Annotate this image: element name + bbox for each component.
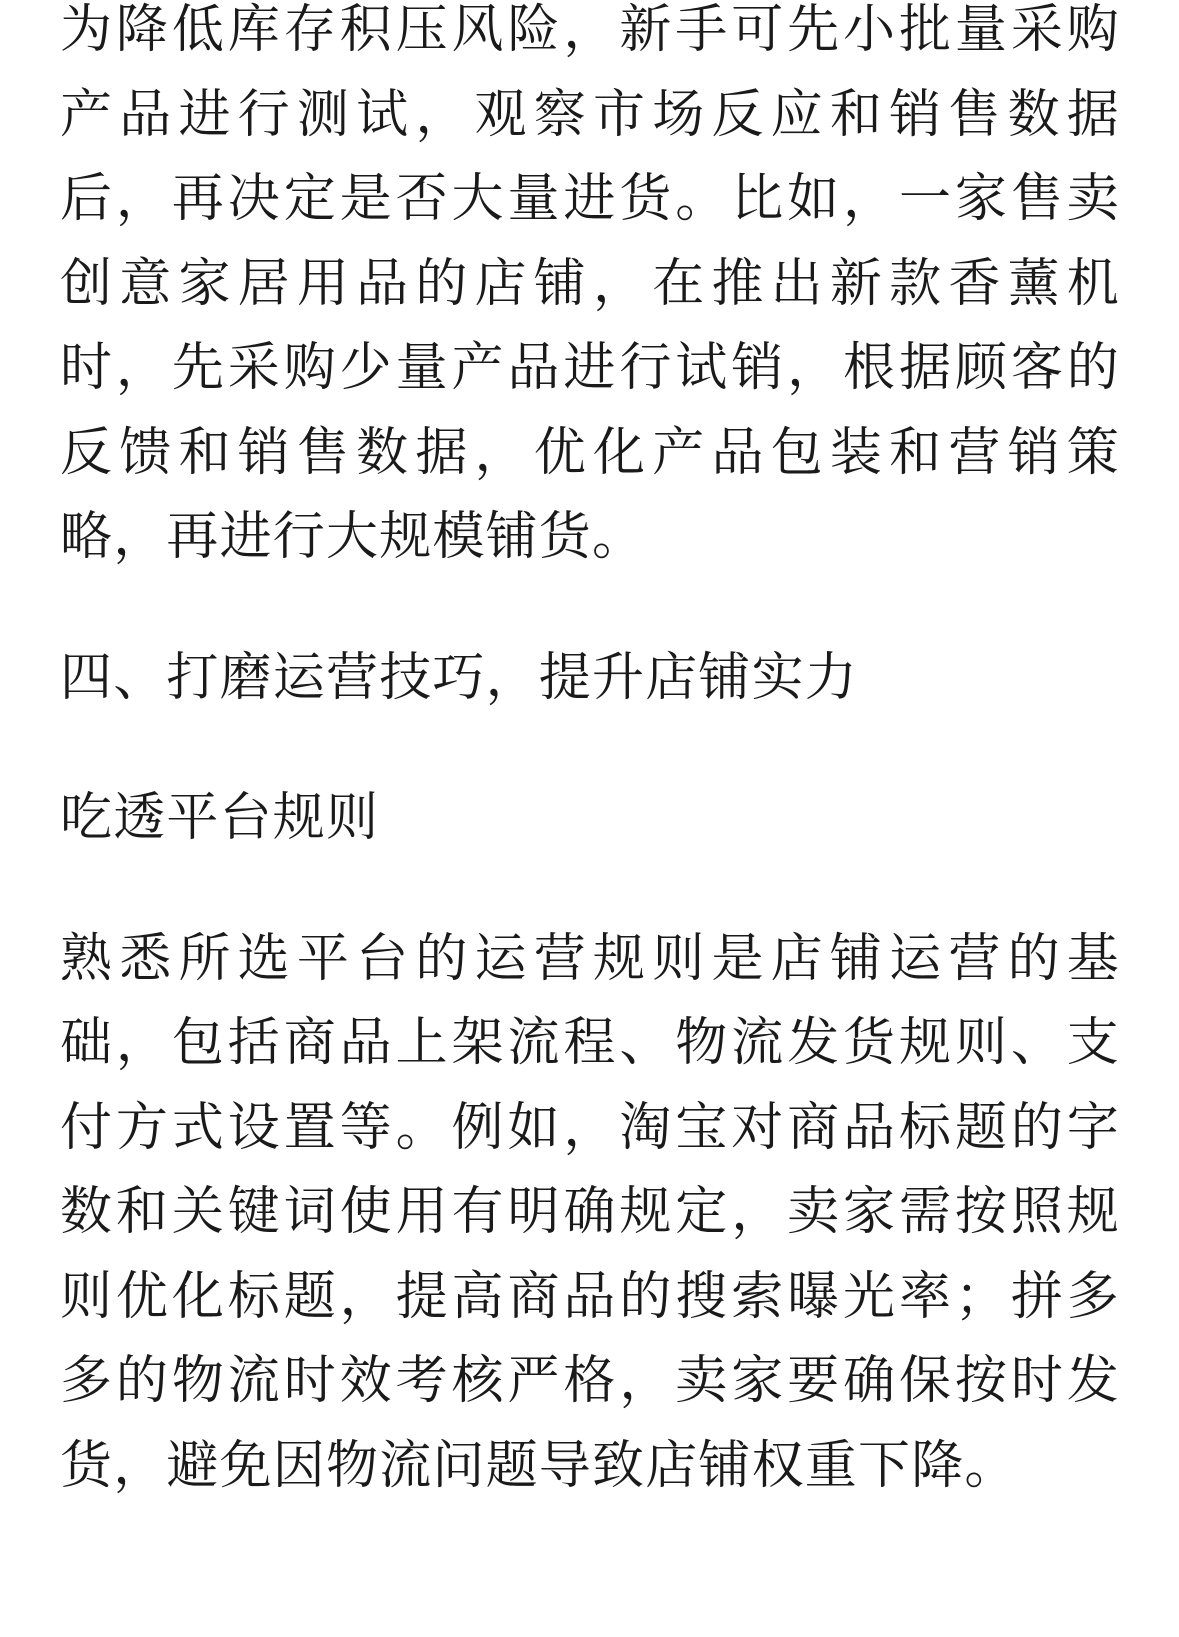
article-body <box>60 0 1120 1508</box>
paragraph-gap <box>60 861 1120 917</box>
paragraph-gap <box>60 580 1120 636</box>
paragraph-gap <box>60 720 1120 776</box>
sub-heading: 吃透平台规则 <box>60 788 380 848</box>
paragraph-inventory-testing: 为降低库存积压风险，新手可先小批量采购产品进行测试，观察市场反应和销售数据后，再决定是否大量进货。比如，一家售卖创意家居用品的店铺，在推出新款香薰机时，先采购少量产品进行试销，根据顾客的反馈和销售数据，优化产品包装和营销策略，再进行大规模铺货。 <box>60 0 1120 567</box>
section-heading: 四、打磨运营技巧，提升店铺实力 <box>60 647 859 708</box>
paragraph-platform-rules: 熟悉所选平台的运营规则是店铺运营的基础，包括商品上架流程、物流发货规则、支付方式设置等。例如，淘宝对商品标题的字数和关键词使用有明确规定，卖家需按照规则优化标题，提高商品的搜索曝光率；拼多多的物流时效考核严格，卖家要确保按时发货，避免因物流问题导致店铺权重下降。 <box>60 928 1120 1496</box>
